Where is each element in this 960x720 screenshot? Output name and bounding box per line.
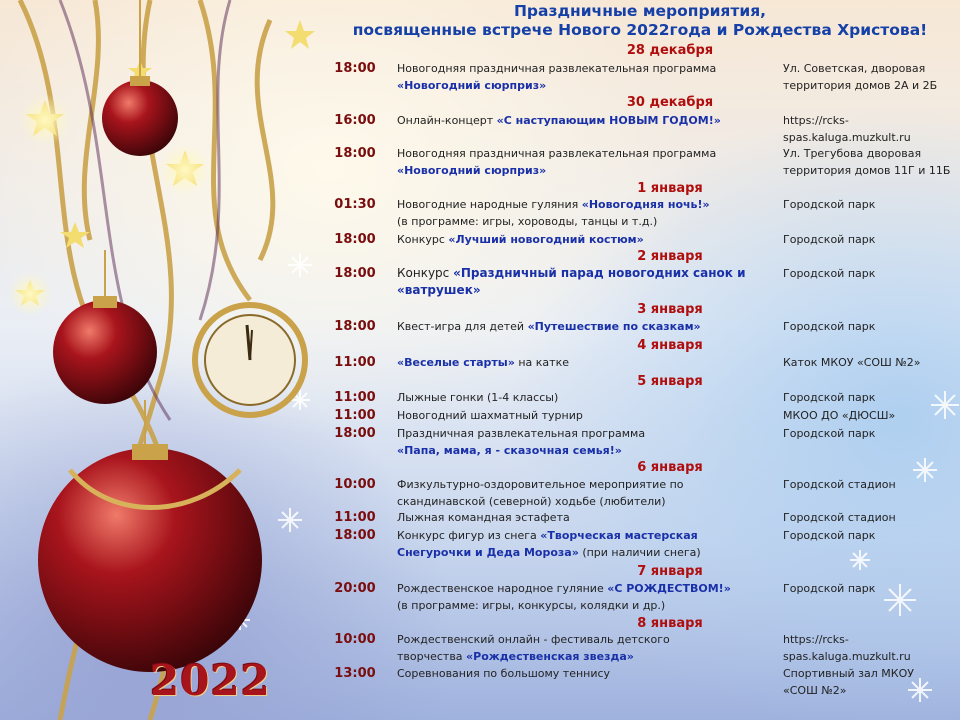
event-time: 18:00 xyxy=(334,528,376,543)
event-place: Городской парк xyxy=(783,198,876,211)
event-place: Городской парк xyxy=(783,320,876,333)
event-description: Лыжная командная эстафета xyxy=(397,511,570,524)
event-description: «Веселые старты» на катке xyxy=(397,356,569,369)
day-header: 6 января xyxy=(637,460,703,475)
event-description: Конкурс фигур из снега «Творческая мастерская Снегурочки и Деда Мороза» (при наличии снега) xyxy=(397,529,701,559)
event-description: Новогодняя праздничная развлекательная программа «Новогодний сюрприз» xyxy=(397,147,717,177)
event-place: Городской парк xyxy=(783,233,876,246)
event-description: Онлайн-концерт «С наступающим НОВЫМ ГОДОМ!» xyxy=(397,114,721,127)
event-time: 13:00 xyxy=(334,666,376,681)
event-place: Городской стадион xyxy=(783,511,896,524)
event-time: 10:00 xyxy=(334,477,376,492)
event-time: 11:00 xyxy=(334,510,376,525)
event-time: 18:00 xyxy=(334,232,376,247)
day-header: 1 января xyxy=(637,181,703,196)
event-description: Квест-игра для детей «Путешествие по сказкам» xyxy=(397,320,701,333)
event-description: Конкурс «Праздничный парад новогодних санок и «ватрушек» xyxy=(397,266,746,297)
event-time: 01:30 xyxy=(334,197,376,212)
event-place: МКОО ДО «ДЮСШ» xyxy=(783,409,896,422)
event-place: Городской парк xyxy=(783,427,876,440)
event-place: Ул. Трегубова дворовая территория домов 11Г и 11Б xyxy=(783,147,951,177)
day-header: 7 января xyxy=(637,564,703,579)
event-time: 18:00 xyxy=(334,266,376,281)
event-description: Новогодняя праздничная развлекательная программа «Новогодний сюрприз» xyxy=(397,62,717,92)
event-description: Рождественское народное гуляние «С РОЖДЕСТВОМ!» (в программе: игры, конкурсы, колядки и др.) xyxy=(397,582,731,612)
event-link[interactable]: https://rcks- spas.kaluga.muzkult.ru xyxy=(783,114,911,144)
day-header: 3 января xyxy=(637,302,703,317)
day-header: 2 января xyxy=(637,249,703,264)
event-description: Праздничная развлекательная программа «Папа, мама, я - сказочная семья!» xyxy=(397,427,646,457)
day-header: 30 декабря xyxy=(626,95,714,110)
event-time: 11:00 xyxy=(334,408,376,423)
event-time: 11:00 xyxy=(334,355,376,370)
event-time: 18:00 xyxy=(334,426,376,441)
event-time: 10:00 xyxy=(334,632,376,647)
event-description: Новогодний шахматный турнир xyxy=(397,409,583,422)
event-description: Рождественский онлайн - фестиваль детского творчества «Рождественская звезда» xyxy=(397,633,670,663)
day-header: 5 января xyxy=(637,374,703,389)
clock-icon xyxy=(195,305,305,415)
event-link[interactable]: https://rcks- spas.kaluga.muzkult.ru xyxy=(783,633,911,663)
event-time: 18:00 xyxy=(334,146,376,161)
event-place: Ул. Советская, дворовая территория домов 2А и 2Б xyxy=(783,62,938,92)
event-place: Городской парк xyxy=(783,582,876,595)
year-label: 2022 xyxy=(150,656,271,705)
page-title xyxy=(320,2,960,40)
event-place: Городской парк xyxy=(783,529,876,542)
event-description: Соревнования по большому теннису xyxy=(397,667,611,680)
event-description: Физкультурно-оздоровительное мероприятие по скандинавской (северной) ходьбе (любители) xyxy=(397,478,684,508)
event-description: Конкурс «Лучший новогодний костюм» xyxy=(397,233,644,246)
event-description: Новогодние народные гуляния «Новогодняя ночь!» (в программе: игры, хороводы, танцы и т.д.) xyxy=(397,198,710,228)
event-place: Городской стадион xyxy=(783,478,896,491)
event-place: Каток МКОУ «СОШ №2» xyxy=(783,356,921,369)
day-header: 4 января xyxy=(637,338,703,353)
day-header: 8 января xyxy=(637,616,703,631)
event-time: 20:00 xyxy=(334,581,376,596)
event-place: Городской парк xyxy=(783,267,876,280)
event-time: 16:00 xyxy=(334,113,376,128)
title-line-2: посвященные встрече Нового 2022года и Рождества Христова! xyxy=(352,21,928,39)
event-place: Спортивный зал МКОУ «СОШ №2» xyxy=(783,667,914,697)
day-header: 28 декабря xyxy=(626,43,714,58)
event-time: 18:00 xyxy=(334,319,376,334)
event-time: 18:00 xyxy=(334,61,376,76)
event-place: Городской парк xyxy=(783,391,876,404)
event-time: 11:00 xyxy=(334,390,376,405)
title-line-1: Праздничные мероприятия, xyxy=(513,2,767,20)
event-description: Лыжные гонки (1-4 классы) xyxy=(397,391,559,404)
